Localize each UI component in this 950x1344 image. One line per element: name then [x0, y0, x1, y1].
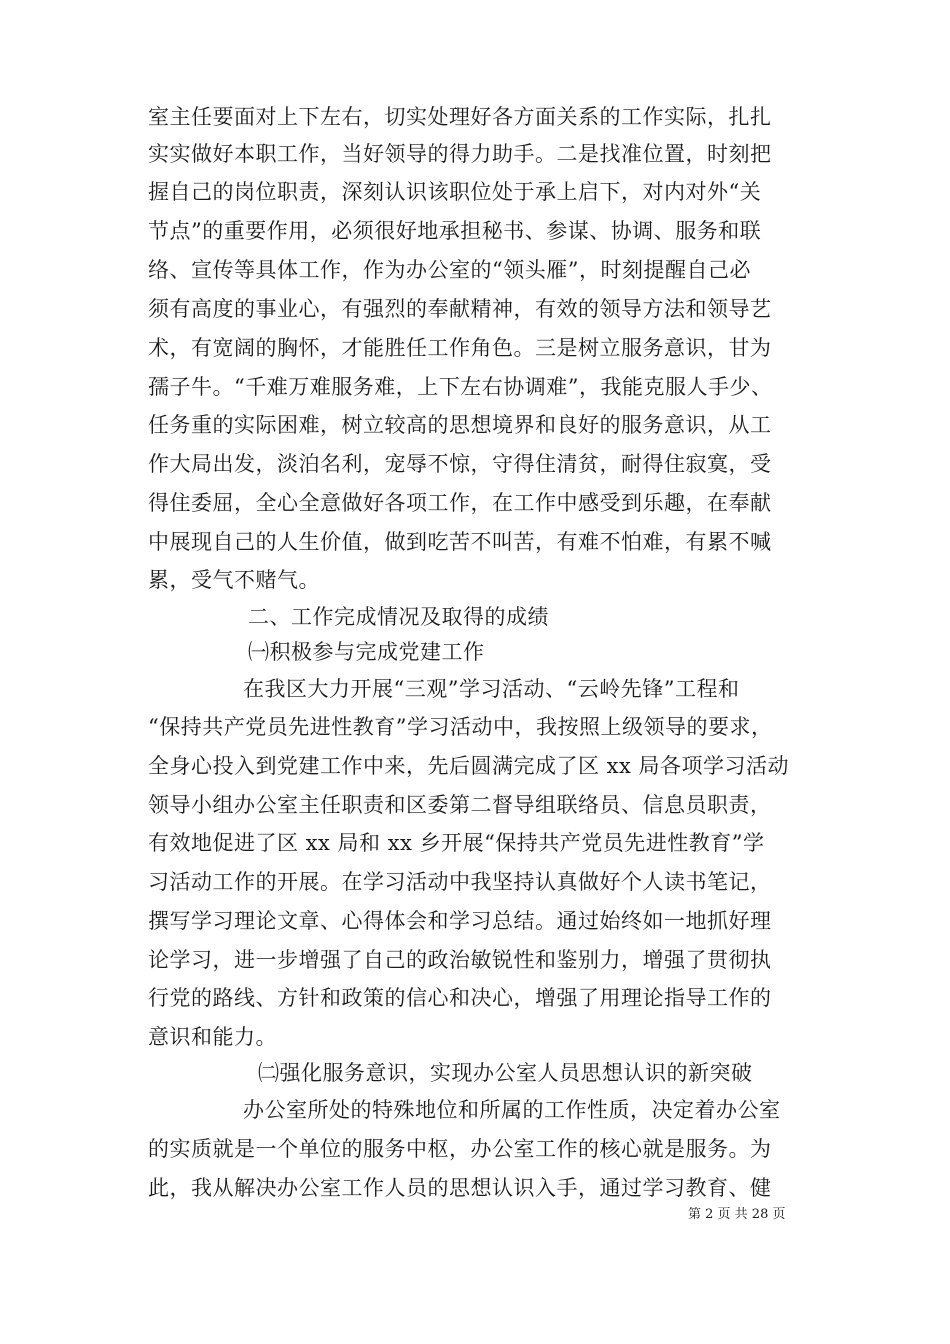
text-line: 撰写学习理论文章、心得体会和学习总结。通过始终如一地抓好理 [148, 909, 772, 933]
text-line: 得住委屈，全心全意做好各项工作，在工作中感受到乐趣，在奉献 [148, 491, 772, 515]
page-number: 第 2 页 共 28 页 [688, 1207, 786, 1222]
text-line: 须有高度的事业心，有强烈的奉献精神，有效的领导方法和领导艺 [148, 297, 772, 321]
text-line: 有效地促进了区 xx 局和 xx 乡开展“保持共产党员先进性教育”学 [148, 831, 765, 855]
text-line: 握自己的岗位职责，深刻认识该职位处于承上启下，对内对外“关 [148, 180, 762, 204]
text-line: 术，有宽阔的胸怀，才能胜任工作角色。三是树立服务意识，甘为 [148, 336, 772, 360]
text-line: 孺子牛。“千难万难服务难，上下左右协调难”，我能克服人手少、 [148, 375, 773, 399]
text-line: 实实做好本职工作，当好领导的得力助手。二是找准位置，时刻把 [148, 142, 772, 166]
text-line: 络、宣传等具体工作，作为办公室的“领头雁”，时刻提醒自己必 [148, 258, 751, 282]
text-line: “保持共产党员先进性教育”学习活动中，我按照上级领导的要求， [148, 715, 773, 739]
text-line: 二、工作完成情况及取得的成绩 [248, 605, 549, 629]
text-line: 作大局出发，淡泊名利，宠辱不惊，守得住清贫，耐得住寂寞，受 [148, 452, 772, 476]
text-line: ㈠积极参与完成党建工作 [248, 640, 485, 664]
text-line: 此，我从解决办公室工作人员的思想认识入手，通过学习教育、健 [148, 1176, 772, 1200]
text-line: 领导小组办公室主任职责和区委第二督导组联络员、信息员职责， [148, 793, 772, 817]
text-line: 累，受气不赌气。 [148, 568, 320, 592]
text-line: 在我区大力开展“三观”学习活动、“云岭先锋”工程和 [243, 677, 740, 701]
text-line: ㈡强化服务意识，实现办公室人员思想认识的新突破 [258, 1061, 753, 1085]
text-line: 节点”的重要作用，必须很好地承担秘书、参谋、协调、服务和联 [148, 219, 762, 243]
text-line: 习活动工作的开展。在学习活动中我坚持认真做好个人读书笔记， [148, 870, 772, 894]
text-line: 行党的路线、方针和政策的信心和决心，增强了用理论指导工作的 [148, 986, 772, 1010]
text-line: 论学习，进一步增强了自己的政治敏锐性和鉴别力，增强了贯彻执 [148, 948, 772, 972]
text-line: 室主任要面对上下左右，切实处理好各方面关系的工作实际，扎扎 [148, 105, 772, 129]
text-line: 意识和能力。 [148, 1025, 277, 1049]
text-line: 办公室所处的特殊地位和所属的工作性质，决定着办公室 [243, 1098, 781, 1122]
text-line: 的实质就是一个单位的服务中枢，办公室工作的核心就是服务。为 [148, 1137, 772, 1161]
text-line: 任务重的实际困难，树立较高的思想境界和良好的服务意识，从工 [148, 413, 772, 437]
text-line: 中展现自己的人生价值，做到吃苦不叫苦，有难不怕难，有累不喊 [148, 530, 772, 554]
text-line: 全身心投入到党建工作中来，先后圆满完成了区 xx 局各项学习活动 [148, 754, 790, 778]
